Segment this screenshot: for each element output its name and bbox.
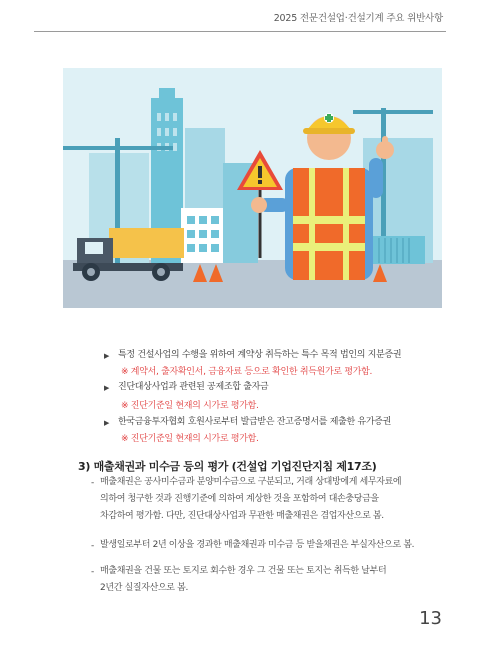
bullet-item: 진단대상사업과 관련된 공제조합 출자금 (118, 382, 269, 392)
paragraph (100, 537, 430, 554)
dash-marker: - (91, 541, 95, 551)
bullet-arrow-icon: ▶ (104, 419, 110, 427)
bullet-item: 한국금융투자협회 호원사로부터 발급받은 잔고증명서를 제출한 유가증권 (118, 417, 392, 427)
paragraph-line: 발생일로부터 2년 이상을 경과한 매출채권과 미수금 등 받을채권은 부실자산으로 봄. (100, 540, 415, 550)
page-number: 13 (419, 608, 442, 629)
paragraph-line: 의하여 청구한 것과 진행기준에 의하여 계상한 것을 포함하여 대손충당금을 (100, 494, 379, 504)
section-heading: 3) 매출채권과 미수금 등의 평가 (건설업 기업진단지침 제17조) (78, 460, 377, 473)
paragraph-line: 차감하여 평가함. 다만, 진단대상사업과 무관한 매출채권은 겸업자산으로 봄. (100, 511, 384, 521)
bullet-arrow-icon: ▶ (104, 352, 110, 360)
dash-marker: - (91, 478, 95, 488)
paragraph (100, 474, 430, 525)
bullet-note: ※ 진단기준일 현재의 시가로 평가함. (121, 401, 259, 411)
bullet-arrow-icon: ▶ (104, 384, 110, 392)
dash-marker: - (91, 567, 95, 577)
construction-worker-illustration (63, 68, 442, 308)
paragraph-line: 2년간 실질자산으로 봄. (100, 583, 189, 593)
paragraph (100, 563, 430, 597)
paragraph-line: 매출채권을 건물 또는 토지로 회수한 경우 그 건물 또는 토지는 취득한 날부터 (100, 566, 387, 576)
bullet-item: 특정 건설사업의 수행을 위하여 계약상 취득하는 특수 목적 법인의 지분증권 (118, 350, 402, 360)
page-header (0, 0, 480, 36)
paragraph-line: 매출채권은 공사미수금과 분양미수금으로 구분되고, 거래 상대방에게 세무자료에 (100, 477, 402, 487)
bullet-note: ※ 진단기준일 현재의 시가로 평가함. (121, 434, 259, 444)
header-title: 2025 전문건설업·건설기계 주요 위반사항 (273, 13, 443, 24)
header-divider (34, 31, 446, 32)
bullet-note: ※ 계약서, 출자확인서, 금융자료 등으로 확인한 취득원가로 평가함. (121, 367, 373, 377)
